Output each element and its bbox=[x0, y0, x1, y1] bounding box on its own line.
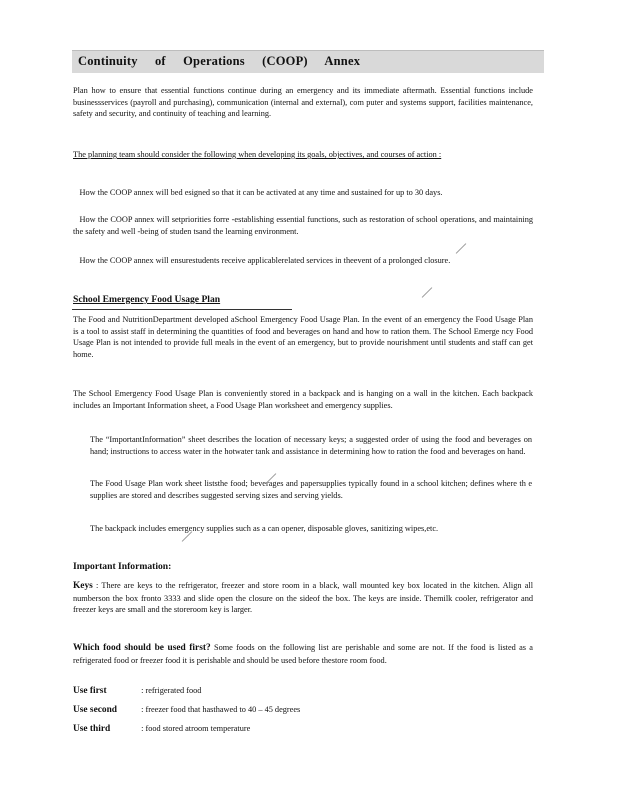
coop-item-2: How the COOP annex will setpriorities forre -establishing essential functions, such as restoration of school operations, and maintaining the safety and well -being of studen tsand the learning environment. bbox=[73, 215, 533, 236]
use-row-label: Use second bbox=[73, 705, 118, 715]
which-food-label: Which food should be used first? bbox=[73, 643, 211, 653]
coop-item-1: How the COOP annex will bed esigned so that it can be activated at any time and sustained for up to 30 days. bbox=[73, 188, 437, 197]
title-bar bbox=[72, 50, 544, 73]
keys-text: : There are keys to the refrigerator, freezer and store room in a black, wall mounted key box located in the kitchen. Align all numberson the box fronto 3333 and slide open the closure on the sideof the box. The keys are inside. Themilk cooler, refrigerator and freezer keys are small and the storeroom key is larger. bbox=[73, 581, 534, 615]
use-row-value: : refrigerated food bbox=[141, 686, 202, 695]
food-usage-paragraph-1: The Food and NutritionDepartment developed aSchool Emergency Food Usage Plan. In the event of an emergency the Food Usage Plan is a tool to assist staff in determining the quantities of food and beverages on hand and how to ration them. The School Emerge ncy Food Usage Plan is not intended to provide full meals in the event of an emergency, but to provide nourishment until students and staff can get home. bbox=[73, 315, 533, 359]
which-food-text: Some foods on the following list are perishable and some are not. If the food is listed as a refrigerated food or freezer food it is perishable and should be used before thestore room food. bbox=[73, 643, 533, 665]
food-usage-paragraph-2: The School Emergency Food Usage Plan is conveniently stored in a backpack and is hanging on a wall in the kitchen. Each backpack includes an Important Information sheet, a Food Usage Plan worksheet and emergency supplies. bbox=[73, 389, 533, 410]
bullet-text: The Food Usage Plan work sheet liststhe food; beverages and papersupplies typically found in a school kitchen; defines where th e supplies are stored and describes suggested serving sizes and serving yields. bbox=[90, 479, 532, 500]
use-row-label: Use first bbox=[73, 686, 107, 696]
page-title: Continuity of Operations (COOP) Annex bbox=[78, 54, 361, 68]
coop-item-3: How the COOP annex will ensurestudents receive applicablerelated services in theevent of a prolonged closure. bbox=[73, 256, 444, 265]
important-information-heading: Important Information: bbox=[73, 561, 172, 572]
use-row-value: : freezer food that hasthawed to 40 – 45 degrees bbox=[141, 705, 301, 714]
planning-team-line: The planning team should consider the following when developing its goals, objectives, and courses of action : bbox=[73, 150, 442, 159]
use-row bbox=[73, 686, 201, 696]
bullet-icon bbox=[73, 434, 79, 446]
use-row-label: Use third bbox=[73, 724, 111, 734]
intro-paragraph: Plan how to ensure that essential functions continue during an emergency and its immediate aftermath. Essential functions include businessservices (payroll and purchasing), communication (internal and external), com puter and systems support, facilities maintenance, safety and security, and continuity of teaching and learning. bbox=[73, 86, 533, 119]
scan-mark bbox=[456, 243, 467, 254]
keys-label: Keys bbox=[73, 581, 93, 591]
use-row-value: : food stored atroom temperature bbox=[141, 724, 251, 733]
which-food-paragraph bbox=[73, 642, 533, 666]
bullet-icon bbox=[73, 523, 79, 535]
food-usage-heading: School Emergency Food Usage Plan bbox=[73, 294, 221, 305]
keys-paragraph bbox=[73, 580, 533, 616]
heading-rule bbox=[72, 309, 292, 310]
use-row bbox=[73, 724, 250, 734]
bullet-text: The “ImportantInformation” sheet describes the location of necessary keys; a suggested order of using the food and beverages on hand; instructions to access water in the hotwater tank and assistance in determining how to ration the food and beverages on hand. bbox=[90, 435, 532, 456]
scan-mark bbox=[422, 287, 433, 298]
bullet-icon bbox=[73, 478, 79, 490]
use-row bbox=[73, 705, 300, 715]
bullet-text: The backpack includes emergency supplies such as a can opener, disposable gloves, sanitizing wipes,etc. bbox=[90, 524, 439, 533]
